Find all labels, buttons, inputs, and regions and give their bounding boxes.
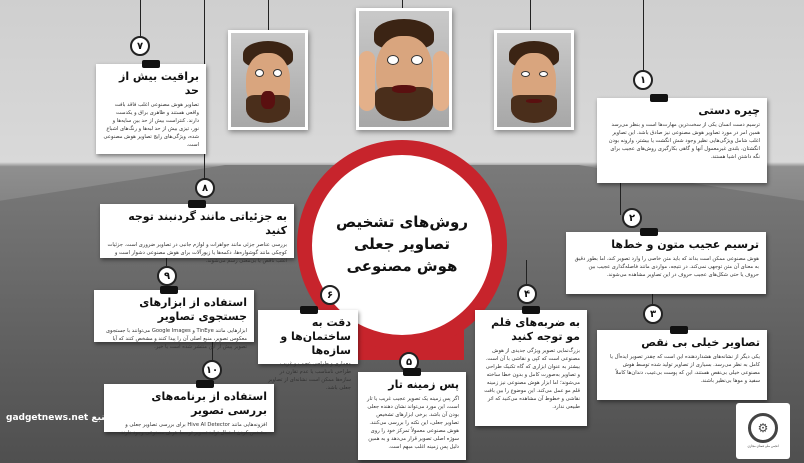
number-badge-6: ۶ [320,285,340,305]
number-badge-2: ۲ [622,208,642,228]
tip-text: ترسیم دست انسان یکی از سخت‌ترین مهارت‌ها است و بنظر می‌رسد همین امر در مورد تصاویر هوش مصنوعی نیز صادق باشد. این تصاویر اغلب شامل ویژگی‌هایی نظیر وجود شش انگشت یا بیشتر، وارونه بودن انگشتان، بلندی غیرمعمول آنها و گاهی بکارگیری روش‌های عجیب برای نگه داشتن اشیا هستند. [608,121,760,160]
number-badge-4: ۴ [517,284,537,304]
binder-clip-icon [300,306,318,314]
wire [268,0,269,30]
tip-heading: تصاویر خیلی بی نقص [641,336,760,349]
number-badge-1: ۱ [633,70,653,90]
tip-heading: چیره دستی [698,104,760,117]
tip-text: هوش مصنوعی ممکن است بداند که باید متن خاصی را وارد تصویر کند، اما بطور دقیق به معنای آن متن توجهی نمی‌کند. در نتیجه، مواردی مانند فاصله‌گذاری عجیب بین حروف یا حتی شکل‌های عجیب حروف در این تصاویر مشاهده می‌شوند. [574,255,759,278]
number-badge-10: ۱۰ [202,360,222,380]
title-line-3: هوش مصنوعی [346,256,458,275]
number-badge-3: ۳ [643,304,663,324]
binder-clip-icon [670,326,688,334]
tip-card-9 [94,290,254,350]
binder-clip-icon [160,286,178,294]
tip-heading: به جزئیاتی مانند گردنبند توجه کنید [128,210,287,237]
title-line-1: روش‌های تشخیص [336,213,468,232]
source-label: منبع: [91,413,115,423]
gear-logo-icon: ⚙ [748,413,778,443]
tip-heading: براقیت بیش از حد [118,70,199,97]
tip-text: بزرگ‌نمایی تصویر ویژگی جدیدی از هوش مصنوعی است که کپی و نقاشی با آن است. بیشتر به عنوان ابزاری که گاه تکنیک طراحی و تصاویر به‌صورت کامل و بدون خطا ساخته می‌شوند؛ اما ابزار هوش مصنوعی نیز زمینه قلم مو عمل می‌کند. این موضوع را بین بافت نقاشی و خطوط آن مشاهده می‌کنید که اثر طبیعی ندارد. [484,347,580,410]
binder-clip-icon [196,380,214,388]
tip-text: یکی دیگر از نشانه‌های هشداردهنده این است که چقدر تصویر ایده‌آل یا کامل به نظر می‌رسد. بسیاری از تصاویر تولید شده توسط هوش مصنوعی خیلی بی‌نقص هستند، این که پوست بی‌عیب، دندان‌ها کاملاً سفید و موها بی‌نظیر باشند. [609,353,760,384]
binder-clip-icon [522,306,540,314]
number-badge-5: ۵ [399,352,419,372]
tip-heading: استفاده از برنامه‌های بررسی تصویر [151,390,267,417]
binder-clip-icon [188,200,206,208]
photo-surprised [228,30,308,130]
tip-card-3 [597,330,767,400]
binder-clip-icon [142,60,160,68]
source-site[interactable]: gadgetnews.net [6,413,89,423]
tip-text: بررسی عناصر جزئی مانند جواهرات و لوازم جانبی در تصاویر ضروری است. جزئیات کوچکی مانند گوشواره‌ها، دکمه‌ها یا زیورآلات برای هوش مصنوعی دشوار است و اغلب ناقص یا بی‌معنی رسم می‌شوند. [107,241,287,264]
number-badge-7: ۷ [130,36,150,56]
tip-text: تصاویر هوش مصنوعی اغلب فاقد بافت واقعی هستند و ظاهری براق و یکدست دارند. کنتراست بیش از حد بین سایه‌ها و نور، تیزی بیش از حد لبه‌ها و رنگ‌های اشباع شده، ویژگی‌های رایج تصاویر هوش مصنوعی است. [103,101,199,148]
number-badge-8: ۸ [195,178,215,198]
tip-card-6 [258,310,358,392]
tip-heading: به ضربه‌های قلم مو توجه کنید [491,316,580,343]
wire [643,0,644,75]
number-badge-9: ۹ [157,266,177,286]
binder-clip-icon [650,94,668,102]
binder-clip-icon [403,368,421,376]
tip-heading: پس زمینه تار [388,378,459,391]
photo-smirk [494,30,574,130]
tip-text: افزونه‌هایی مانند Hive AI Detector برای بررسی تصاویر جعلی و مشخص کردن احتمال تولید تصویر توسط هوش مصنوعی وجود دارند. [119,421,267,436]
binder-clip-icon [640,228,658,236]
tip-card-10 [104,384,274,436]
tip-text: ابزارهایی مانند TinEye و Google Images می‌توانند با جستجوی معکوس تصویر، منبع اصلی آن را پیدا کنند و مشخص کنند که آیا تصویر پیش از این منتشر شده است یا خیر. [105,327,247,350]
tip-card-2 [566,232,766,294]
photo-squeezed-face [356,8,452,130]
title-block [312,155,492,335]
tip-card-1 [597,98,767,183]
publisher-logo [736,403,790,459]
tip-text: معماری و طراحی عجیب و غریب طراحی نامناسب یا عدم تقارن در سازه‌ها ممکن است نشانه‌ای از تصاویر جعلی باشد. [268,361,351,392]
tip-heading: استفاده از ابزارهای جستجوی تصاویر [139,296,247,323]
wire [530,0,531,30]
tip-card-5 [358,372,466,460]
logo-text: انجمن ملی فضای مجازی [747,444,779,449]
tip-heading: ترسیم عجیب متون و خط‌ها [611,238,759,251]
tip-card-7 [96,64,206,154]
source-credit [6,413,114,423]
tip-card-8 [100,204,294,264]
tip-heading: دقت به ساختمان‌ها و سازه‌ها [280,316,351,357]
title-line-2: تصاویر جعلی [353,235,451,254]
tip-card-4 [475,310,587,426]
wire [140,0,141,40]
tip-text: اگر پس زمینه یک تصویر عجیب غریب یا تار است، این مورد می‌تواند نشان دهنده جعلی بودن آن باشد. برخی ابزارهای تشخیص تصاویر جعلی، این نکته را بررسی می‌کنند. هوش مصنوعی معمولاً تمرکز خود را روی سوژه اصلی تصویر قرار می‌دهد و به همین دلیل پس زمینه اغلب مبهم است. [366,395,459,451]
